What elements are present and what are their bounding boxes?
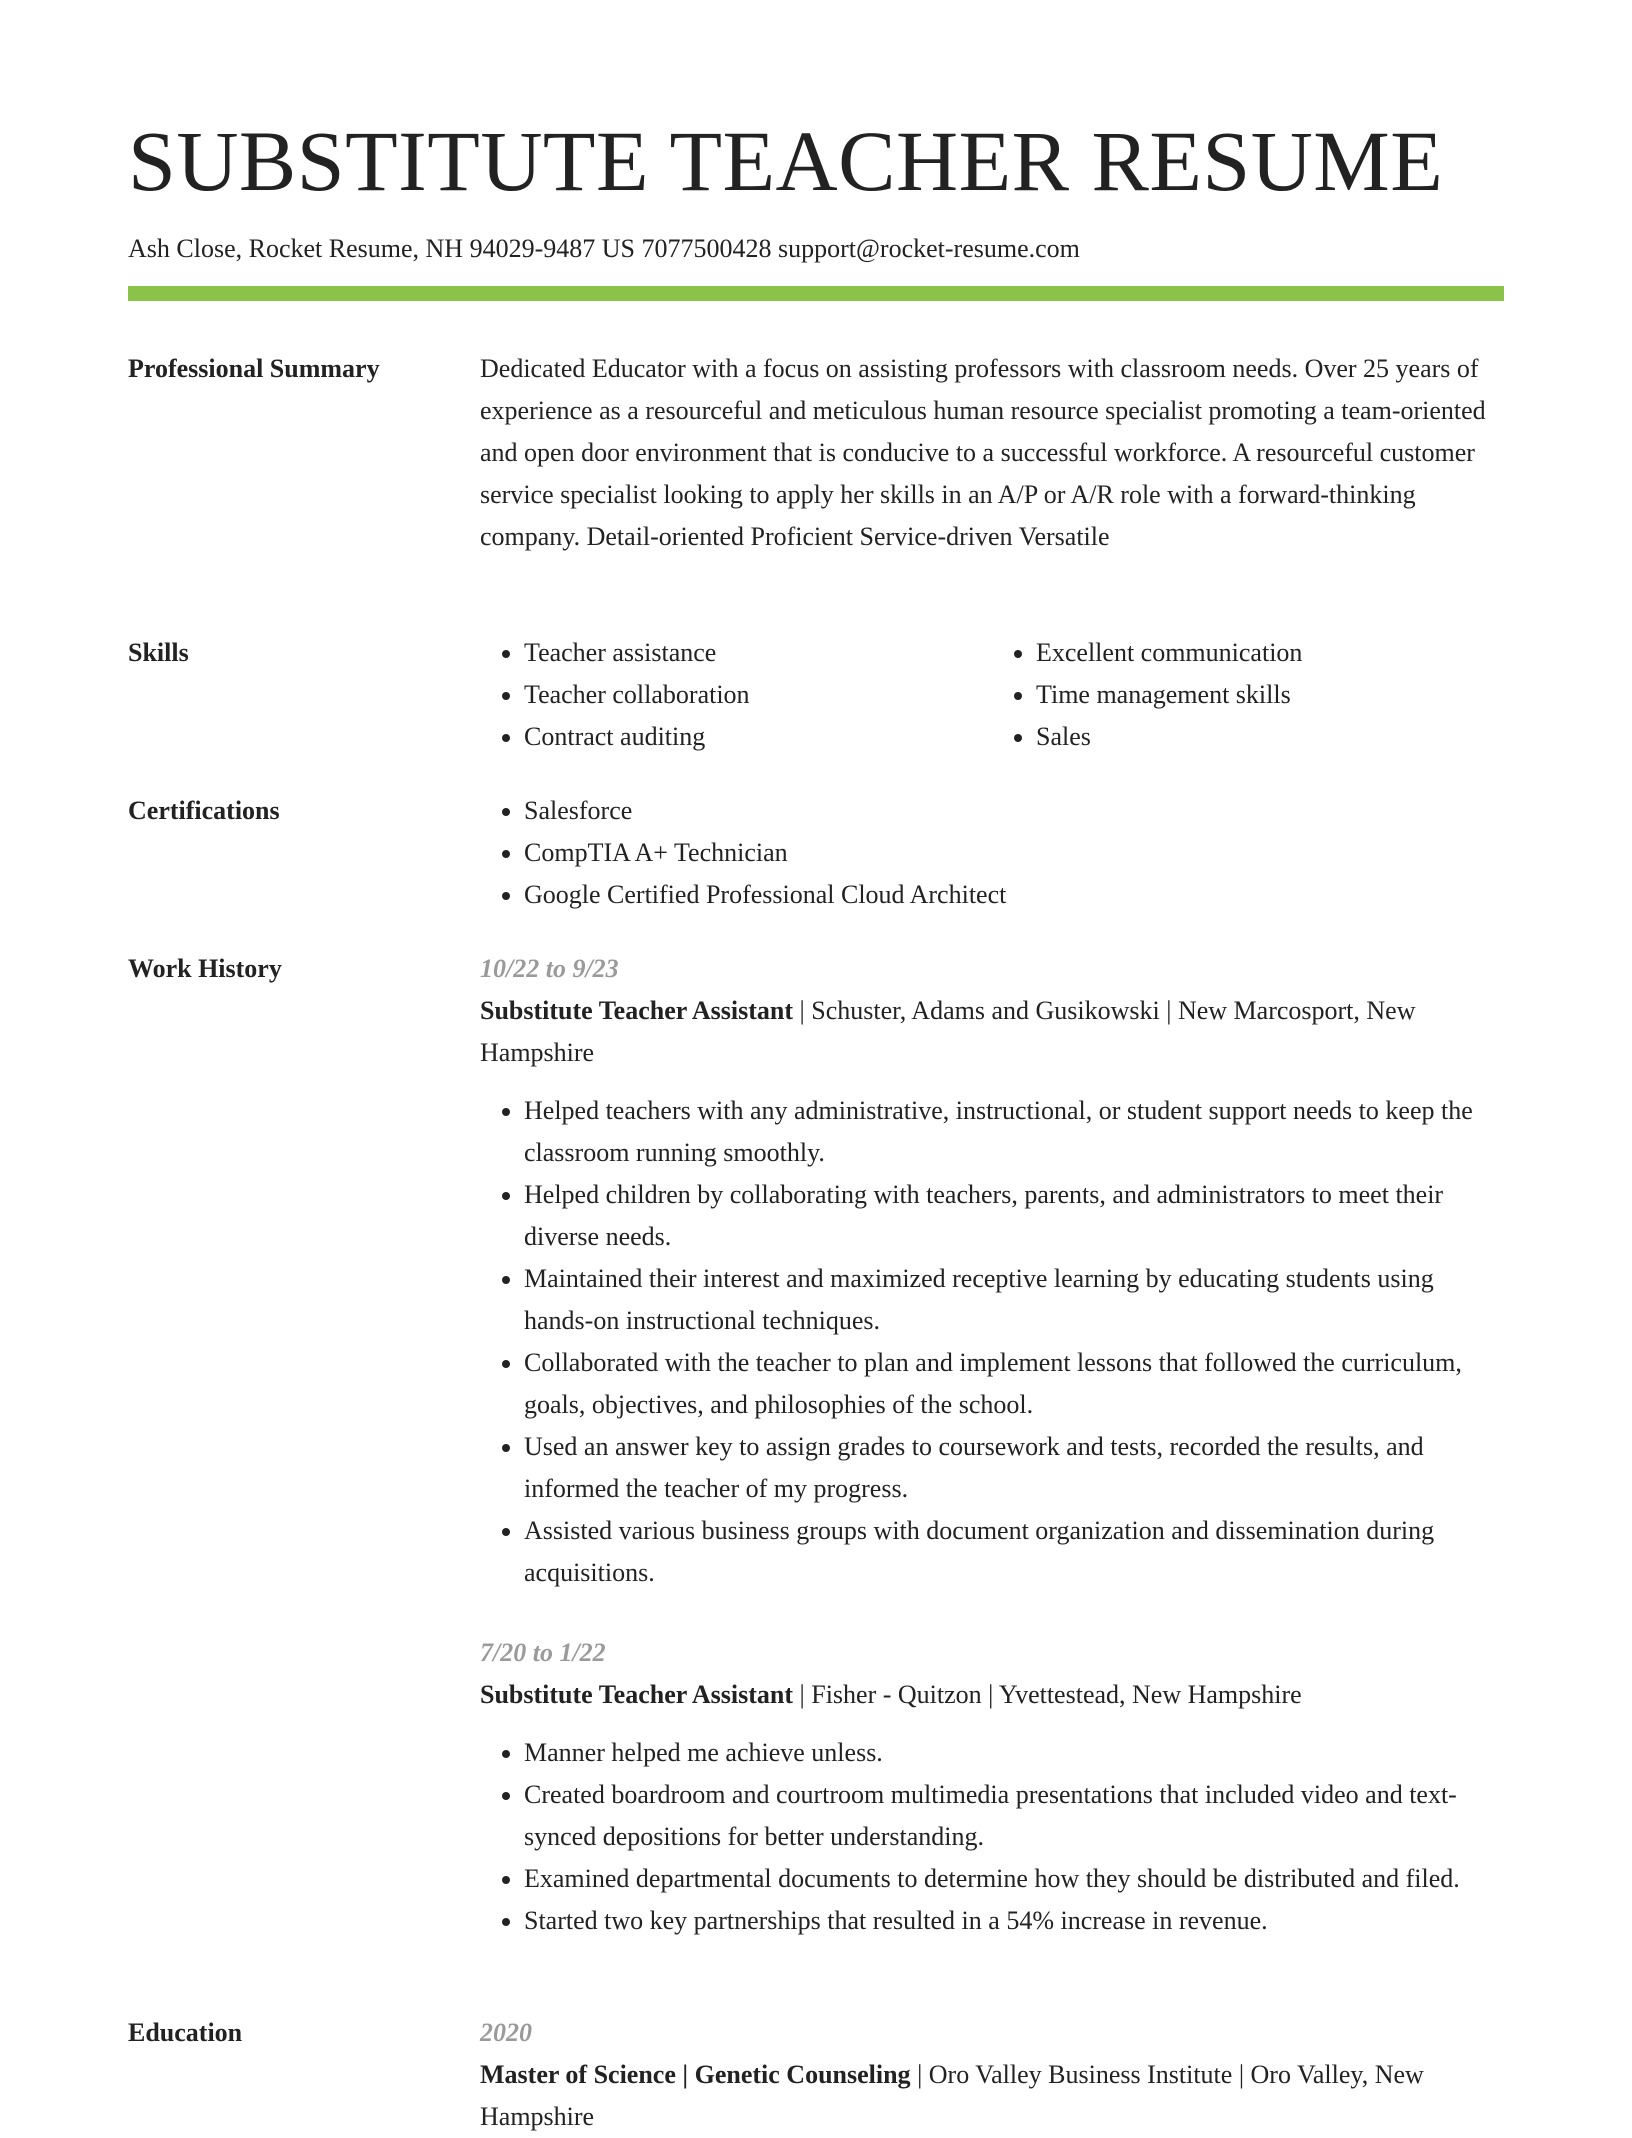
- job-details: | Fisher - Quitzon | Yvettestead, New Hampshire: [793, 1680, 1302, 1709]
- skill-item: • Contract auditing: [524, 716, 992, 758]
- job-bullet: • Assisted various business groups with document organization and dissemination during acquisitions.: [524, 1510, 1504, 1594]
- summary-text: Dedicated Educator with a focus on assisting professors with classroom needs. Over 25 years of experience as a resourceful and meticulous human resource specialist promoting a team-oriented and open door environment that is conducive to a successful workforce. A resourceful customer service specialist looking to apply her skills in an A/P or A/R role with a forward-thinking company. Detail-oriented Proficient Service-driven Versatile: [480, 354, 1486, 551]
- job-title: Substitute Teacher Assistant: [480, 1680, 794, 1709]
- skills-label: Skills: [128, 638, 189, 667]
- skill-item: • Time management skills: [1036, 674, 1504, 716]
- certification-item: • CompTIA A+ Technician: [524, 832, 1504, 874]
- skill-item: • Teacher assistance: [524, 632, 992, 674]
- education-details: | Oro Valley Business Institute | Oro Valley, New Hampshire: [480, 2060, 1424, 2131]
- skill-item: • Teacher collaboration: [524, 674, 992, 716]
- job-bullet: • Manner helped me achieve unless.: [524, 1732, 1504, 1774]
- job-dates: 7/20 to 1/22: [480, 1638, 606, 1667]
- job-bullet: • Collaborated with the teacher to plan and implement lessons that followed the curriculum, goals, objectives, and philosophies of the school.: [524, 1342, 1504, 1426]
- job-bullet: • Helped teachers with any administrative, instructional, or student support needs to keep the classroom running smoothly.: [524, 1090, 1504, 1174]
- skills-content: [480, 632, 1504, 758]
- education-heading: [480, 2054, 1504, 2138]
- certifications-label: Certifications: [128, 796, 280, 825]
- job-entry: [480, 1632, 1504, 1942]
- job-bullet: • Helped children by collaborating with teachers, parents, and administrators to meet their diverse needs.: [524, 1174, 1504, 1258]
- work-history-label: Work History: [128, 954, 282, 983]
- summary-content: [480, 348, 1504, 558]
- work-history-content: [480, 948, 1504, 1942]
- skills-list-right: [992, 632, 1504, 758]
- certifications-list: [480, 790, 1504, 916]
- summary-label: Professional Summary: [128, 354, 380, 383]
- skills-list-left: [480, 632, 992, 758]
- certification-item: • Salesforce: [524, 790, 1504, 832]
- job-bullet: • Examined departmental documents to determine how they should be distributed and filed.: [524, 1858, 1504, 1900]
- skill-item: • Excellent communication: [1036, 632, 1504, 674]
- contact-line: Ash Close, Rocket Resume, NH 94029-9487 US 7077500428 support@rocket-resume.com: [128, 234, 1080, 263]
- education-content: [480, 2012, 1504, 2138]
- education-year: 2020: [480, 2018, 532, 2047]
- job-bullets: [480, 1732, 1504, 1942]
- skill-item: • Sales: [1036, 716, 1504, 758]
- job-bullet: • Maintained their interest and maximized receptive learning by educating students using hands-on instructional techniques.: [524, 1258, 1504, 1342]
- job-bullet: • Created boardroom and courtroom multimedia presentations that included video and text-synced depositions for better understanding.: [524, 1774, 1504, 1858]
- resume-title: SUBSTITUTE TEACHER RESUME: [128, 113, 1444, 209]
- header-divider: [128, 286, 1504, 301]
- job-bullet: • Used an answer key to assign grades to coursework and tests, recorded the results, and informed the teacher of my progress.: [524, 1426, 1504, 1510]
- job-details: | Schuster, Adams and Gusikowski | New Marcosport, New Hampshire: [480, 996, 1416, 1067]
- certification-item: • Google Certified Professional Cloud Architect: [524, 874, 1504, 916]
- education-degree: Master of Science | Genetic Counseling: [480, 2060, 911, 2089]
- job-title: Substitute Teacher Assistant: [480, 996, 794, 1025]
- job-heading: [480, 990, 1504, 1074]
- certifications-content: [480, 790, 1504, 916]
- job-bullet: • Started two key partnerships that resulted in a 54% increase in revenue.: [524, 1900, 1504, 1942]
- job-bullets: [480, 1090, 1504, 1594]
- education-label: Education: [128, 2018, 243, 2047]
- job-heading: [480, 1674, 1504, 1716]
- job-entry: [480, 948, 1504, 1594]
- job-dates: 10/22 to 9/23: [480, 954, 619, 983]
